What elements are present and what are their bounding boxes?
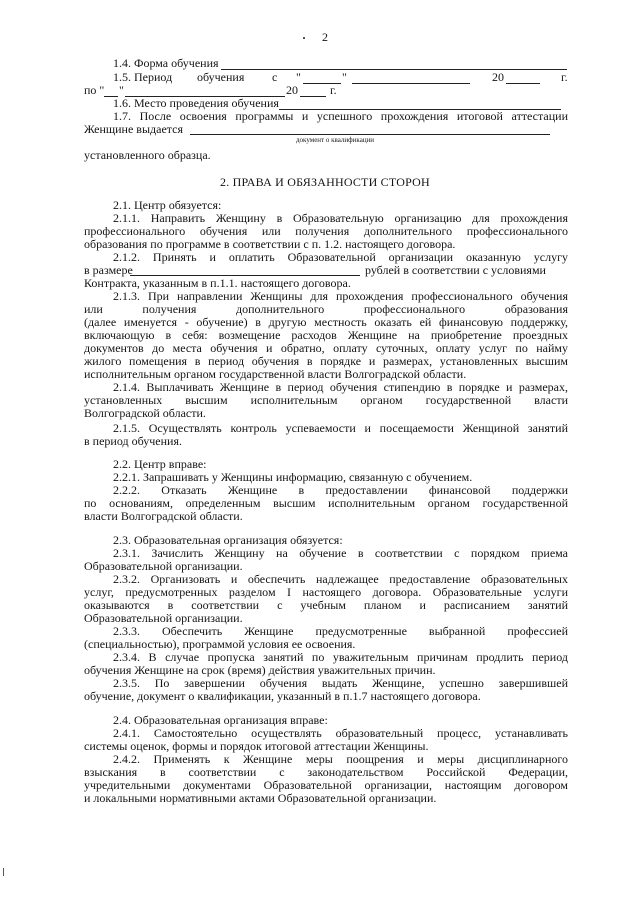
form-item-1-5-word: обучения [197, 70, 245, 84]
clause-2-2-1: 2.2.1. Запрашивать у Женщины информацию, связанную с обучением. [113, 470, 473, 484]
scan-edge-mark [3, 868, 4, 876]
clause-2-1-3-line: (далее именуется - обучение) в другую местность оказать ей финансовую поддержку, [84, 315, 568, 329]
clause-2-3-3-line: (специальностью), программой условия ее освоения. [84, 637, 356, 651]
page-number: 2 [322, 30, 328, 44]
clause-2-4-2-line: учредительными документами Образовательной организации, настоящим договором [84, 778, 568, 792]
clause-2-3-5-line: обучение, документ о квалификации, указанный в п.1.7 настоящего договора. [84, 689, 481, 703]
clause-2-4-2-line: 2.4.2. Применять к Женщине меры поощрения и меры дисциплинарного [113, 752, 568, 766]
year-prefix: 20 [492, 70, 504, 84]
blank-field-year [506, 83, 540, 84]
clause-2-3-1-line: 2.3.1. Зачислить Женщину на обучение в соответствии с порядком приема [113, 546, 568, 560]
clause-2-1-3-line: документов до места обучения и обратно, оплату суточных, оплату услуг по найму [84, 341, 568, 355]
clause-2-3-5-line: 2.3.5. По завершении обучения выдать Женщине, успешно завершившей [113, 676, 568, 690]
form-item-1-5-from: с [272, 70, 278, 84]
subsection-2-1-heading: 2.1. Центр обязуется: [113, 198, 222, 212]
clause-2-2-2-line: 2.2.2. Отказать Женщине в предоставлении финансовой поддержки [113, 483, 568, 497]
clause-2-1-3-line: жилого помещения в период обучения в порядке и размерах, установленных высшим [84, 354, 568, 368]
clause-2-1-2-amount-label: в размере [84, 263, 133, 277]
quote-open: " [296, 70, 301, 84]
clause-2-1-5-line: 2.1.5. Осуществлять контроль успеваемости и посещаемости Женщиной занятий [113, 421, 568, 435]
clause-2-3-3-line: 2.3.3. Обеспечить Женщине предусмотренные выбранной профессией [113, 624, 568, 638]
clause-2-1-3-line: исполнительным органом государственной власти Волгоградской области. [84, 367, 467, 381]
scan-speck [303, 37, 305, 39]
document-caption: документ о квалификации [296, 136, 375, 144]
clause-2-4-1-line: системы оценок, формы и порядок итоговой аттестации Женщины. [84, 739, 429, 753]
clause-2-1-1-line: 2.1.1. Направить Женщину в Образовательную организацию для прохождения [113, 211, 568, 225]
form-item-1-5-label: 1.5. Период [113, 70, 173, 84]
clause-2-3-2-line: услуг, предусмотренных разделом I настоящего договора. Образовательные услуги [84, 585, 568, 599]
clause-2-1-4-line: установленных высшим исполнительным органом государственной власти [84, 393, 568, 407]
clause-2-1-4-line: Волгоградской области. [84, 406, 206, 420]
clause-2-3-4-line: 2.3.4. В случае пропуска занятий по уважительным причинам продлить период [113, 650, 568, 664]
clause-2-4-2-line: взыскания в соответствии с законодательством Российской Федерации, [84, 765, 568, 779]
clause-2-1-3-line: или получения дополнительного профессионального образования [84, 302, 568, 316]
clause-2-2-2-line: по основаниям, определенным высшим исполнительным органом государственной [84, 496, 568, 510]
clause-2-3-1-line: Образовательной организации. [84, 559, 243, 573]
year-prefix-to: 20 [286, 83, 298, 97]
period-to-label: по " [84, 83, 105, 97]
clause-2-1-2-line: рублей в соответствии с условиями [365, 263, 546, 277]
clause-2-2-2-line: власти Волгоградской области. [84, 509, 243, 523]
clause-2-1-5-line: в период обучения. [84, 434, 182, 448]
year-suffix: г. [561, 70, 568, 84]
clause-2-1-3-line: 2.1.3. При направлении Женщины для прохождения профессионального обучения [113, 289, 568, 303]
clause-2-4-1-line: 2.4.1. Самостоятельно осуществлять образовательный процесс, устанавливать [113, 726, 568, 740]
clause-2-1-3-line: включающую в себя: возмещение расходов Женщине на приобретение проездных [84, 328, 568, 342]
quote-close-to: " [119, 83, 124, 97]
section-title: 2. ПРАВА И ОБЯЗАННОСТИ СТОРОН [220, 175, 430, 189]
clause-2-3-2-line: оказываются в соответствии с учебным планом и расписанием занятий [84, 598, 568, 612]
clause-2-3-2-line: Образовательной организации. [84, 611, 243, 625]
subsection-2-2-heading: 2.2. Центр вправе: [113, 457, 207, 471]
form-item-1-6: 1.6. Место проведения обучения [113, 96, 279, 110]
blank-field-year-to [300, 96, 326, 97]
form-item-1-4: 1.4. Форма обучения [113, 56, 219, 70]
clause-2-1-2-line: Контракта, указанным в п.1.1. настоящего договора. [84, 276, 351, 290]
form-item-1-7: 1.7. После освоения программы и успешного прохождения итоговой аттестации [113, 109, 568, 123]
clause-2-1-1-line: профессионального обучения или получения дополнительного профессионального [84, 224, 568, 238]
clause-2-3-4-line: обучения Женщине на срок (время) действия уважительных причин. [84, 663, 436, 677]
blank-field-document [190, 134, 550, 135]
quote-close: " [342, 70, 347, 84]
clause-2-4-2-line: и локальными нормативными актами Образовательной организации. [84, 791, 437, 805]
clause-2-3-2-line: 2.3.2. Организовать и обеспечить надлежащее предоставление образовательных [113, 572, 568, 586]
clause-2-1-2-line: 2.1.2. Принять и оплатить Образовательной организации оказанную услугу [113, 250, 568, 264]
year-suffix-to: г. [330, 83, 337, 97]
clause-2-1-1-line: образования по программе в соответствии с п. 1.2. настоящего договора. [84, 237, 456, 251]
form-item-1-7-recipient: Женщине выдается [84, 122, 184, 136]
subsection-2-4-heading: 2.4. Образовательная организация вправе: [113, 713, 328, 727]
subsection-2-3-heading: 2.3. Образовательная организация обязуется: [113, 533, 343, 547]
form-item-1-7-end: установленного образца. [84, 148, 211, 162]
clause-2-1-4-line: 2.1.4. Выплачивать Женщине в период обучения стипендию в порядке и размерах, [113, 380, 568, 394]
blank-field-month [352, 83, 470, 84]
